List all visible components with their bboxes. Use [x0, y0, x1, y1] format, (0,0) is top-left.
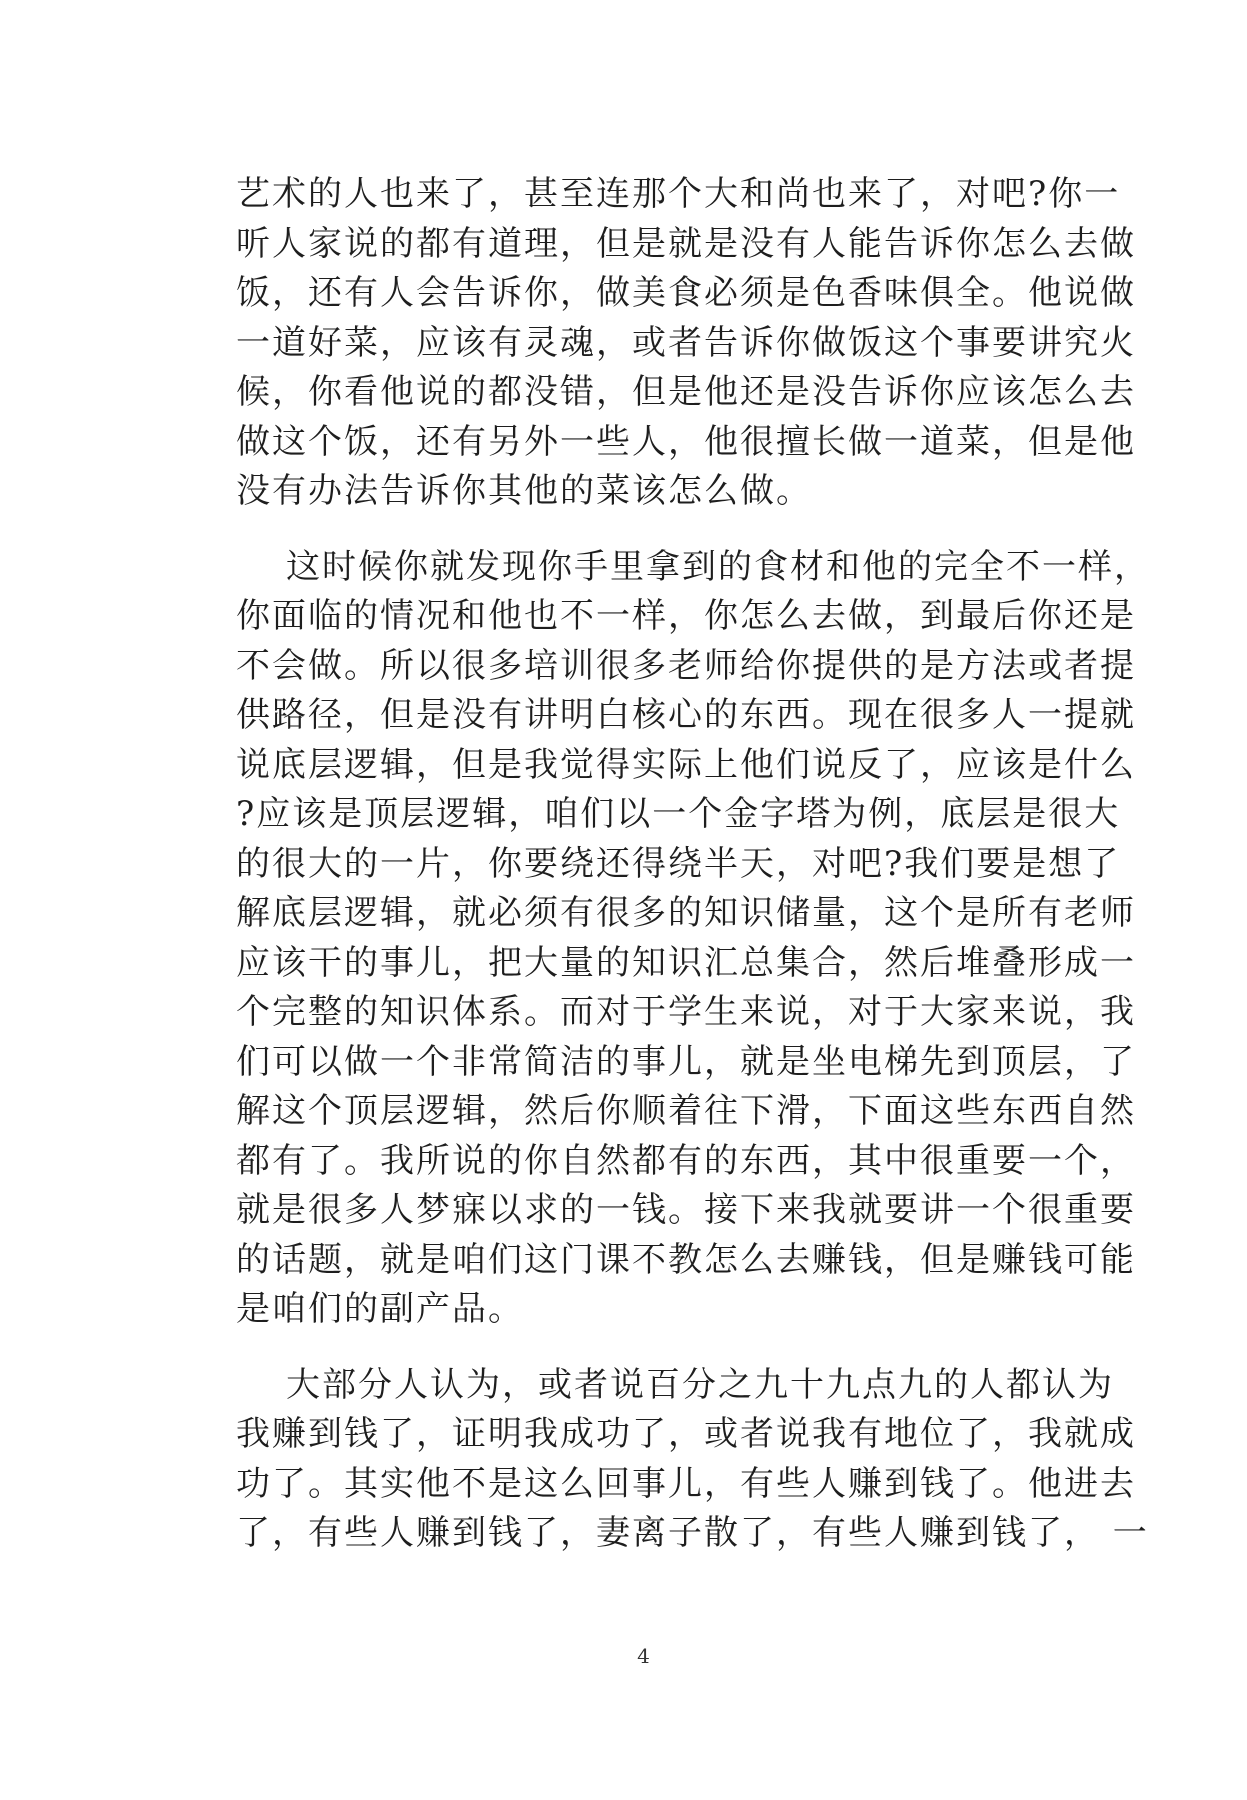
text-line: 这时候你就发现你手里拿到的食材和他的完全不一样，	[286, 546, 1150, 587]
text-line: 候，你看他说的都没错，但是他还是没告诉你应该怎么去	[236, 372, 1136, 412]
text-line: 供路径，但是没有讲明白核心的东西。现在很多人一提就	[236, 695, 1136, 735]
text-line: 没有办法告诉你其他的菜该怎么做。	[236, 471, 812, 511]
text-line: 个完整的知识体系。而对于学生来说，对于大家来说，我	[236, 992, 1136, 1032]
body-text	[236, 170, 1150, 1559]
paragraph-1	[236, 170, 1136, 517]
text-line: 功了。其实他不是这么回事儿，有些人赚到钱了。他进去	[236, 1463, 1136, 1504]
paragraph-3	[236, 1361, 1149, 1559]
text-line: 们可以做一个非常简洁的事儿，就是坐电梯先到顶层，了	[236, 1041, 1136, 1082]
text-line: 了，有些人赚到钱了，妻离子散了，有些人赚到钱了， 一	[236, 1513, 1149, 1553]
text-line: 都有了。我所说的你自然都有的东西，其中很重要一个，	[236, 1140, 1136, 1181]
text-line: 做这个饭，还有另外一些人，他很擅长做一道菜，但是他	[236, 421, 1136, 462]
text-line: 不会做。所以很多培训很多老师给你提供的是方法或者提	[236, 645, 1136, 686]
text-line: 就是很多人梦寐以求的一钱。接下来我就要讲一个很重要	[236, 1190, 1136, 1230]
paragraph-2	[236, 543, 1150, 1335]
text-line: 说底层逻辑，但是我觉得实际上他们说反了，应该是什么	[236, 744, 1136, 785]
text-line: ?应该是顶层逻辑，咱们以一个金字塔为例，底层是很大	[236, 794, 1121, 834]
text-line: 解底层逻辑，就必须有很多的知识储量，这个是所有老师	[236, 893, 1136, 933]
text-line: 的话题，就是咱们这门课不教怎么去赚钱，但是赚钱可能	[236, 1239, 1136, 1280]
text-line: 我赚到钱了，证明我成功了，或者说我有地位了，我就成	[236, 1414, 1136, 1454]
text-line: 是咱们的副产品。	[236, 1289, 524, 1329]
text-line: 解这个顶层逻辑，然后你顺着往下滑，下面这些东西自然	[236, 1091, 1136, 1131]
text-line: 应该干的事儿，把大量的知识汇总集合，然后堆叠形成一	[236, 942, 1136, 983]
text-line: 你面临的情况和他也不一样，你怎么去做，到最后你还是	[236, 596, 1136, 636]
text-line: 的很大的一片，你要绕还得绕半天，对吧?我们要是想了	[236, 843, 1121, 884]
text-line: 饭，还有人会告诉你，做美食必须是色香味俱全。他说做	[236, 273, 1136, 313]
text-line: 大部分人认为，或者说百分之九十九点九的人都认为	[286, 1364, 1114, 1405]
page-number: 4	[637, 1644, 650, 1668]
text-line: 艺术的人也来了，甚至连那个大和尚也来了，对吧?你一	[236, 174, 1121, 214]
text-line: 听人家说的都有道理，但是就是没有人能告诉你怎么去做	[236, 223, 1136, 264]
text-line: 一道好菜，应该有灵魂，或者告诉你做饭这个事要讲究火	[236, 322, 1136, 363]
